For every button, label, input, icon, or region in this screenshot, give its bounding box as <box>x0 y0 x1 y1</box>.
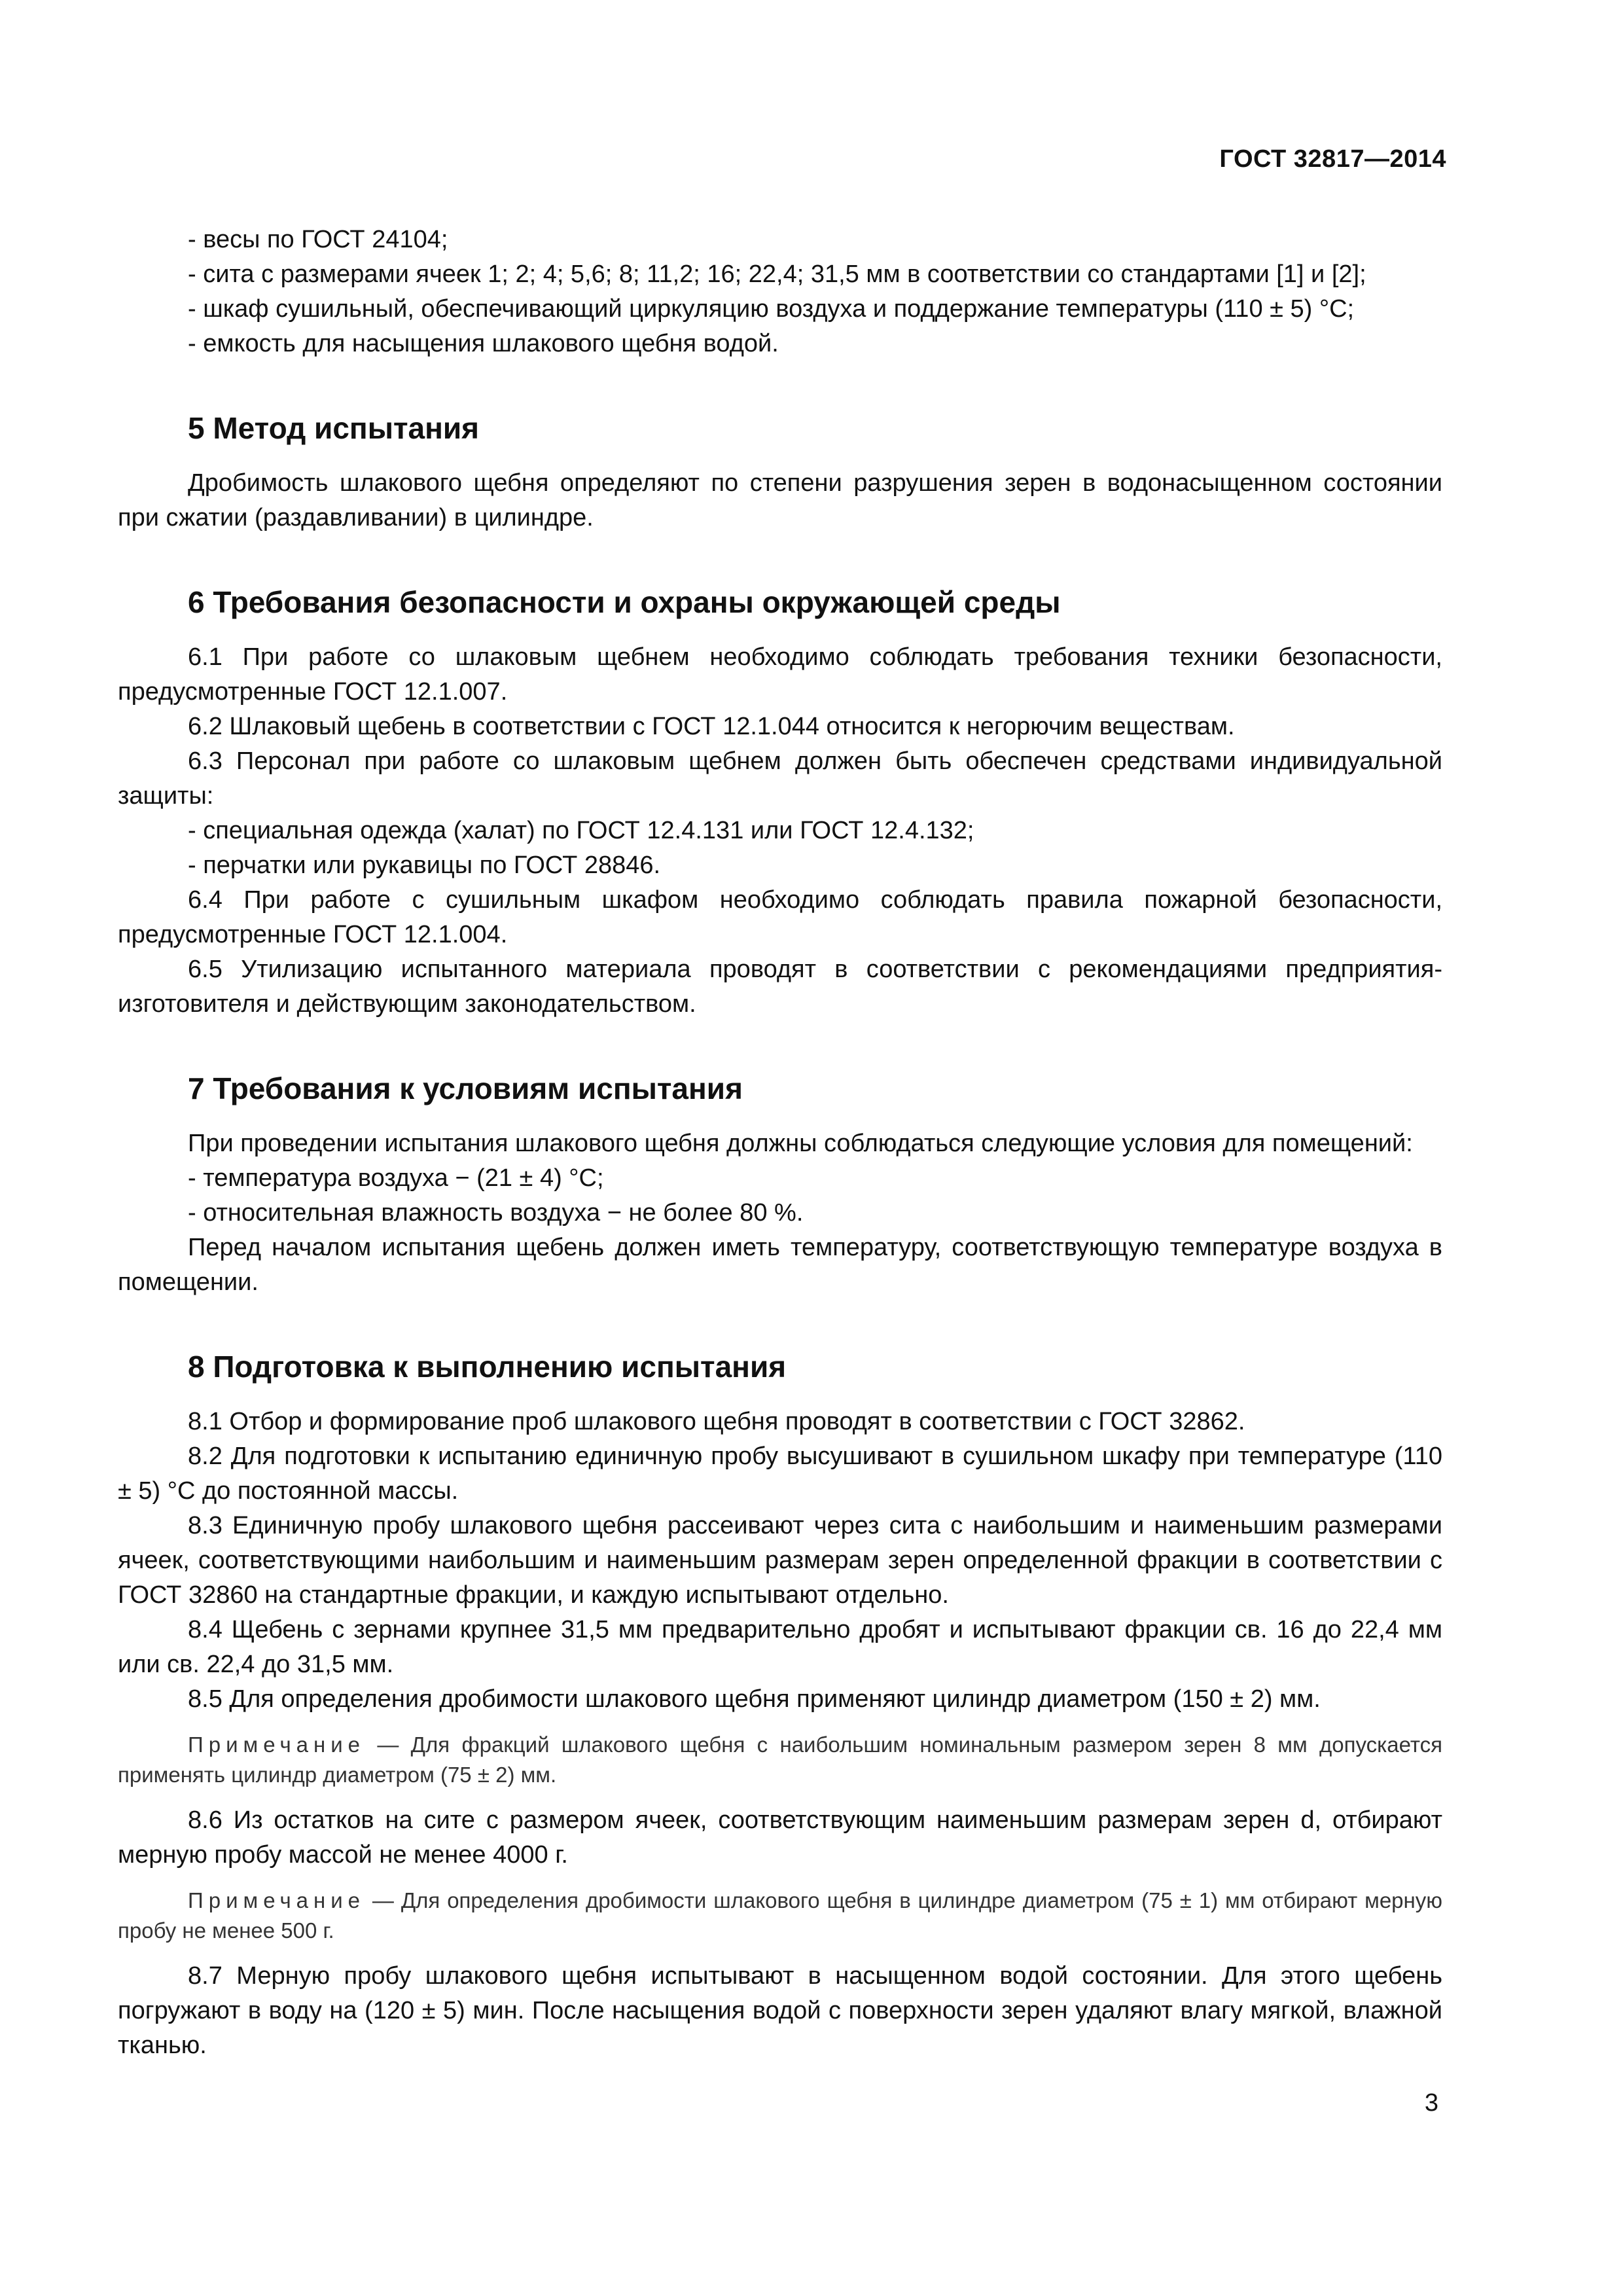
note <box>118 1730 1442 1790</box>
paragraph: 6.3 Персонал при работе со шлаковым щебнем должен быть обеспечен средствами индивидуальной защиты: <box>118 747 1442 810</box>
paragraph: 8.7 Мерную пробу шлакового щебня испытывают в насыщенном водой состоянии. Для этого щебень погружают в воду на (120 ± 5) мин. После насыщения водой с поверхности зерен удаляют влагу мягкой, влажной тканью. <box>118 1962 1442 2059</box>
paragraph: 8.1 Отбор и формирование проб шлакового щебня проводят в соответствии с ГОСТ 32862. <box>188 1408 1245 1435</box>
section-heading: 8 Подготовка к выполнению испытания <box>188 1350 787 1384</box>
paragraph: При проведении испытания шлакового щебня должны соблюдаться следующие условия для помещений: <box>188 1130 1413 1157</box>
paragraph: - относительная влажность воздуха − не более 80 %. <box>188 1199 804 1227</box>
paragraph: - специальная одежда (халат) по ГОСТ 12.4.131 или ГОСТ 12.4.132; <box>188 817 974 844</box>
note-label: Примечание <box>188 1732 366 1757</box>
paragraph: 8.6 Из остатков на сите с размером ячеек, соответствующим наименьшим размерам зерен d, отбирают мерную пробу массой не менее 4000 г. <box>118 1806 1442 1869</box>
paragraph: Дробимость шлакового щебня определяют по степени разрушения зерен в водонасыщенном состоянии при сжатии (раздавливании) в цилиндре. <box>118 469 1442 531</box>
paragraph: - емкость для насыщения шлакового щебня водой. <box>188 330 779 357</box>
note-text: — Для определения дробимости шлакового щебня в цилиндре диаметром (75 ± 1) мм отбирают мерную пробу не менее 500 г. <box>118 1888 1442 1943</box>
paragraph: 6.4 При работе с сушильным шкафом необходимо соблюдать правила пожарной безопасности, предусмотренные ГОСТ 12.1.004. <box>118 886 1442 948</box>
note-label: Примечание <box>188 1888 366 1912</box>
page-number: 3 <box>1424 2089 1438 2117</box>
paragraph: Перед началом испытания щебень должен иметь температуру, соответствующую температуре воздуха в помещении. <box>118 1234 1442 1296</box>
document-header: ГОСТ 32817—2014 <box>1219 145 1446 173</box>
paragraph: 8.2 Для подготовки к испытанию единичную пробу высушивают в сушильном шкафу при температуре (110 ± 5) °С до постоянной массы. <box>118 1443 1442 1505</box>
section-heading: 7 Требования к условиям испытания <box>188 1071 743 1105</box>
paragraph: - весы по ГОСТ 24104; <box>188 226 448 253</box>
section-heading: 6 Требования безопасности и охраны окружающей среды <box>188 585 1061 619</box>
paragraph: 8.4 Щебень с зернами крупнее 31,5 мм предварительно дробят и испытывают фракции св. 16 до 22,4 мм или св. 22,4 до 31,5 мм. <box>118 1616 1442 1678</box>
paragraph: 6.5 Утилизацию испытанного материала проводят в соответствии с рекомендациями предприятия-изготовителя и действующим законодательством. <box>118 956 1442 1018</box>
section-heading: 5 Метод испытания <box>188 411 479 445</box>
paragraph: 8.3 Единичную пробу шлакового щебня рассеивают через сита с наибольшим и наименьшим размерами ячеек, соответствующими наибольшим и наименьшим размерам зерен определенной фракции в соответствии с ГОСТ 32860 на стандартные фракции, и каждую испытывают отдельно. <box>118 1512 1442 1609</box>
note <box>118 1886 1442 1946</box>
paragraph: - температура воздуха − (21 ± 4) °С; <box>188 1164 604 1192</box>
paragraph: - перчатки или рукавицы по ГОСТ 28846. <box>188 852 661 879</box>
paragraph: 6.1 При работе со шлаковым щебнем необходимо соблюдать требования техники безопасности, предусмотренные ГОСТ 12.1.007. <box>118 643 1442 706</box>
paragraph: - сита с размерами ячеек 1; 2; 4; 5,6; 8; 11,2; 16; 22,4; 31,5 мм в соответствии со стандартами [1] и [2]; <box>188 260 1366 288</box>
paragraph: 8.5 Для определения дробимости шлакового щебня применяют цилиндр диаметром (150 ± 2) мм. <box>188 1685 1321 1713</box>
paragraph: 6.2 Шлаковый щебень в соответствии с ГОСТ 12.1.044 относится к негорючим веществам. <box>188 713 1235 740</box>
paragraph: - шкаф сушильный, обеспечивающий циркуляцию воздуха и поддержание температуры (110 ± 5) °С; <box>188 295 1355 323</box>
document-body <box>118 223 1442 2063</box>
note-text: — Для фракций шлакового щебня с наибольшим номинальным размером зерен 8 мм допускается применять цилиндр диаметром (75 ± 2) мм. <box>118 1732 1442 1787</box>
